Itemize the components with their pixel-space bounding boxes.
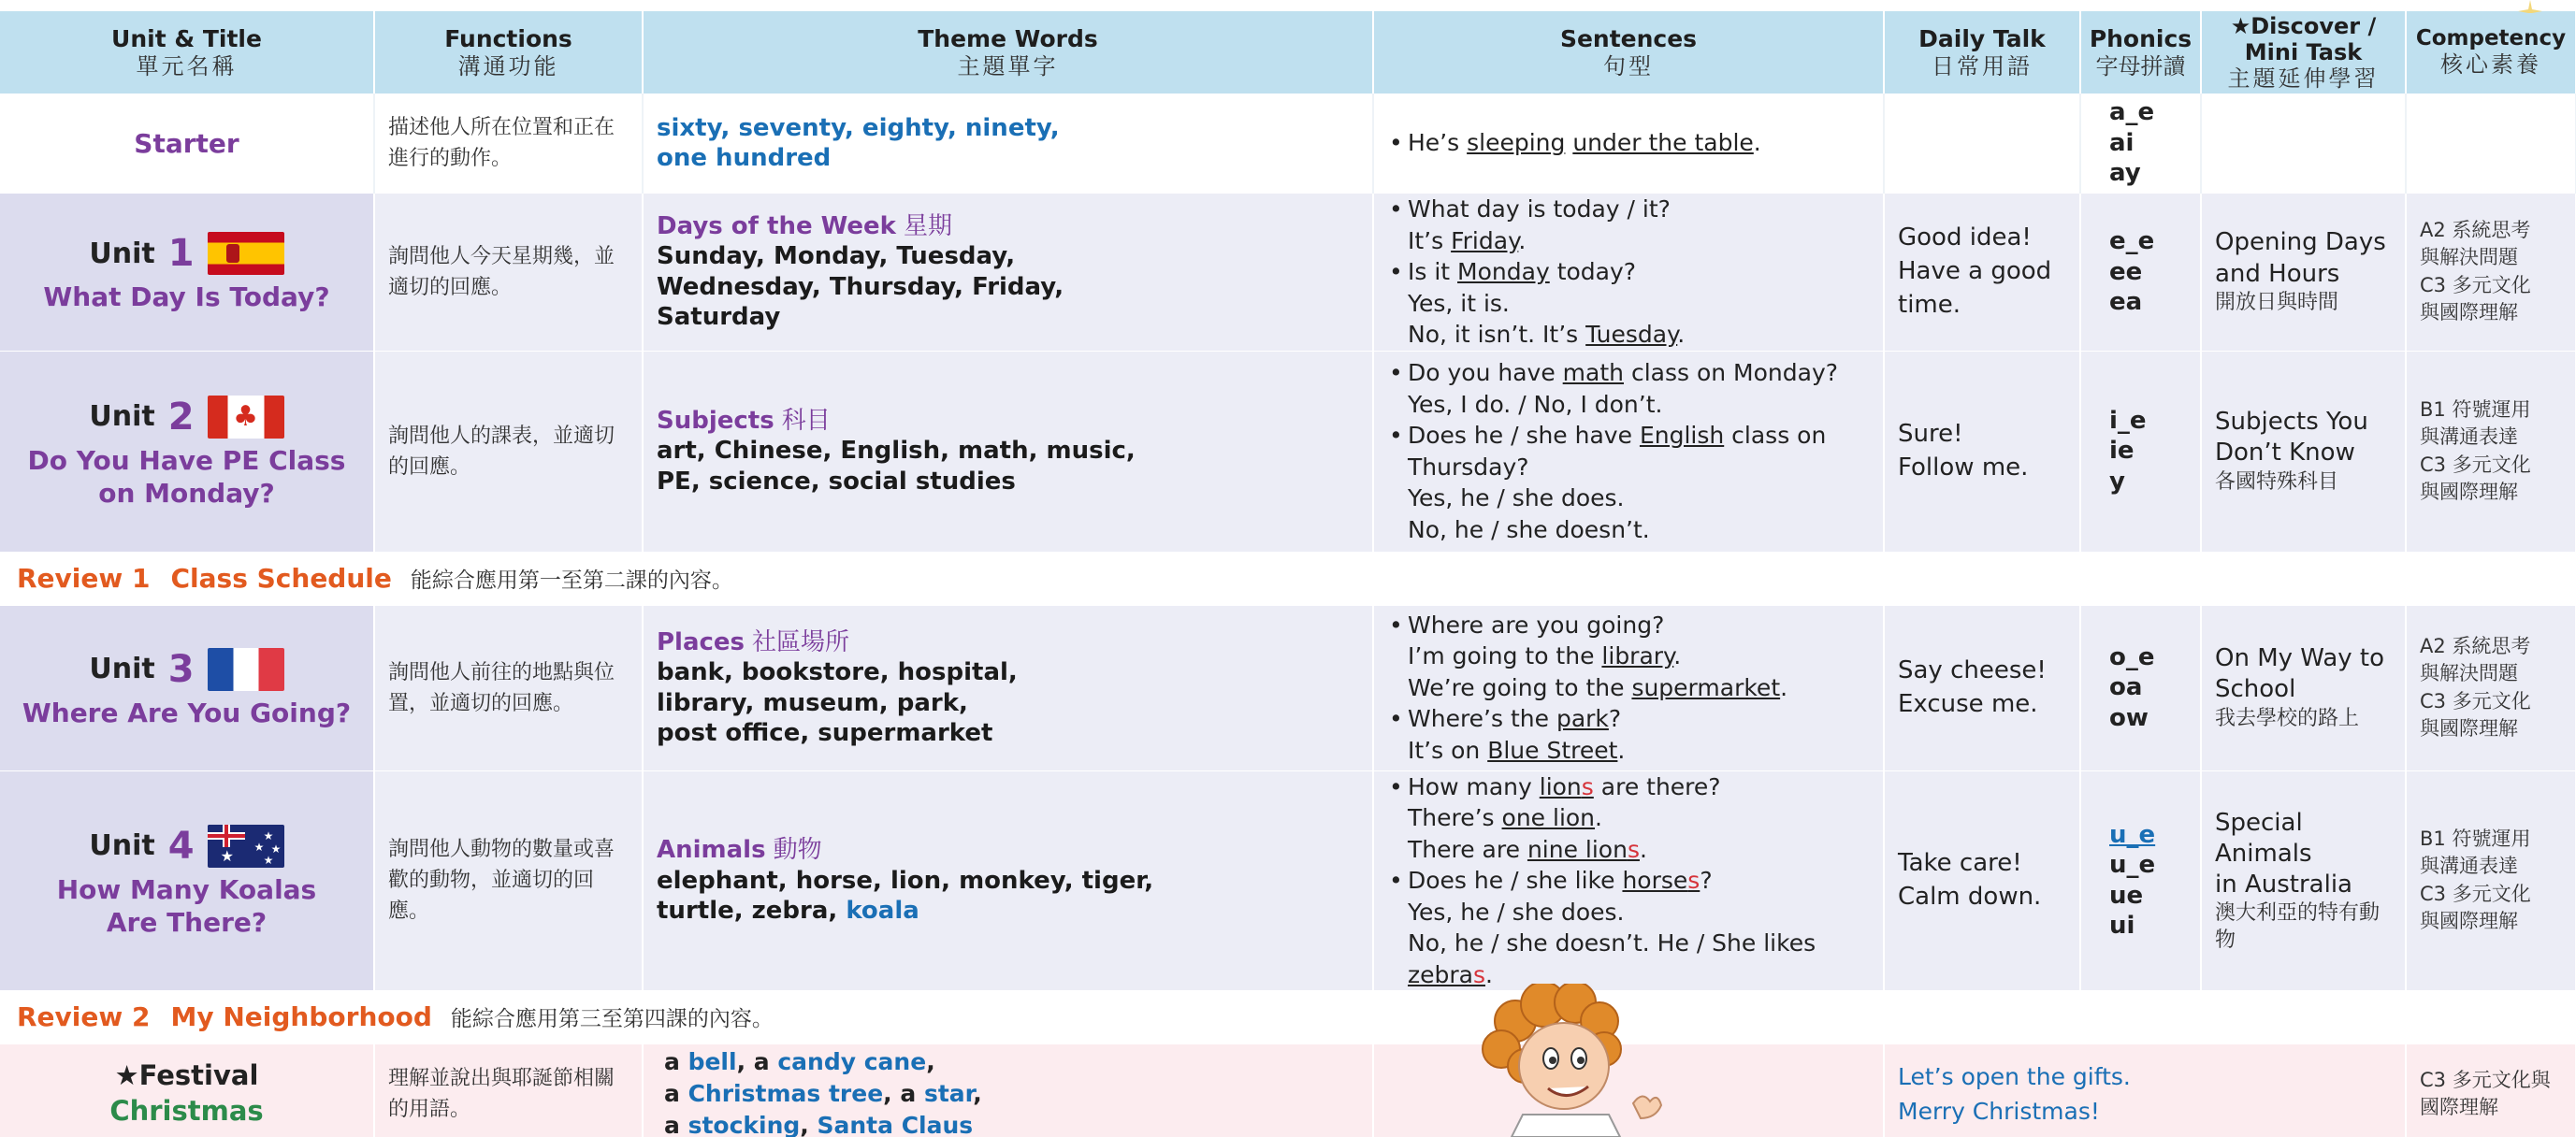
festival-title-cell [0, 1044, 374, 1137]
review-2-cell: Review 2 My Neighborhood 能綜合應用第三至第四課的內容。 [0, 991, 2576, 1044]
unit-3-row [0, 605, 2576, 770]
header-phonics: Phonics 字母拼讀 [2080, 11, 2201, 94]
starter-theme-words: sixty, seventy, eighty, ninety, one hundred [643, 94, 1373, 194]
header-row [0, 11, 2576, 94]
spain-flag-icon [208, 232, 284, 275]
unit-2-title-cell: Unit 2 ♣ Do You Have PE Class on Monday? [0, 351, 374, 552]
starter-sentences: • He’s sleeping under the table. [1373, 94, 1884, 194]
festival-label: ★Festival [114, 1059, 259, 1092]
unit-4-phonics: u_e u_e ue ui [2080, 770, 2201, 991]
starter-discover [2201, 94, 2406, 194]
review-2-row [0, 991, 2576, 1044]
australia-flag-icon: ★ ★ ★ ★ ★ [208, 825, 284, 868]
unit-2-theme-words: Subjects 科目 art, Chinese, English, math, music, PE, science, social studies [643, 351, 1373, 552]
unit-4-discover: Special Animals in Australia 澳大利亞的特有動物 [2201, 770, 2406, 991]
france-flag-icon [208, 648, 284, 691]
header-discover: ★Discover / Mini Task 主題延伸學習 [2201, 11, 2406, 94]
header-competency: Competency 核心素養 [2406, 11, 2576, 94]
starter-competency [2406, 94, 2576, 194]
canada-flag-icon: ♣ [208, 396, 284, 439]
unit-4-daily-talk: Take care! Calm down. [1884, 770, 2080, 991]
unit-4-function: 詢問他人動物的數量或喜歡的動物，並適切的回應。 [374, 770, 643, 991]
unit-2-competency: B1 符號運用 與溝通表達 C3 多元文化 與國際理解 [2406, 351, 2576, 552]
unit-3-discover: On My Way to School 我去學校的路上 [2201, 605, 2406, 770]
starter-row [0, 94, 2576, 194]
review-1-cell: Review 1 Class Schedule 能綜合應用第一至第二課的內容。 [0, 552, 2576, 605]
unit-4-row [0, 770, 2576, 991]
unit-3-title: Where Are You Going? [22, 698, 352, 728]
header-theme-words: Theme Words 主題單字 [643, 11, 1373, 94]
unit-3-sentences: • Where are you going? I’m going to the library. We’re going to the supermarket. • Where’s the park? It’s on Blue Street. [1373, 605, 1884, 770]
unit-2-title: Do You Have PE Class on Monday? [27, 444, 346, 509]
starter-phonics: a_e ai ay [2080, 94, 2201, 194]
starter-title: Starter [134, 127, 239, 159]
unit-2-phonics: i_e ie y [2080, 351, 2201, 552]
unit-1-discover: Opening Days and Hours 開放日與時間 [2201, 194, 2406, 352]
starter-daily-talk [1884, 94, 2080, 194]
unit-3-phonics: o_e oa ow [2080, 605, 2201, 770]
unit-1-sentences: • What day is today / it? It’s Friday. • Is it Monday today? Yes, it is. No, it isn’t. It’s Tuesday. [1373, 194, 1884, 352]
unit-1-title-cell: Unit 1 What Day Is Today? [0, 194, 374, 352]
sparkle-icon [2518, 0, 2542, 13]
unit-4-theme-words: Animals 動物 elephant, horse, lion, monkey, tiger, turtle, zebra, koala [643, 770, 1373, 991]
festival-function: 理解並說出與耶誕節相關的用語。 [374, 1044, 643, 1137]
festival-theme-words: a bell, a candy cane, a Christmas tree, a star, a stocking, Santa Claus [643, 1044, 1373, 1137]
unit-2-sentences: • Do you have math class on Monday? Yes, I do. / No, I don’t. • Does he / she have English class on Thursday? Yes, he / she does. No, he / she doesn’t. [1373, 351, 1884, 552]
cartoon-boy-icon [1459, 984, 1684, 1137]
unit-4-title: How Many Koalas Are There? [56, 873, 317, 938]
unit-1-daily-talk: Good idea! Have a good time. [1884, 194, 2080, 352]
festival-name: Christmas [109, 1095, 264, 1127]
unit-3-daily-talk: Say cheese! Excuse me. [1884, 605, 2080, 770]
unit-1-title: What Day Is Today? [43, 281, 330, 313]
unit-3-competency: A2 系統思考 與解決問題 C3 多元文化 與國際理解 [2406, 605, 2576, 770]
unit-3-theme-words: Places 社區場所 bank, bookstore, hospital, library, museum, park, post office, supermarket [643, 605, 1373, 770]
unit-4-competency: B1 符號運用 與溝通表達 C3 多元文化 與國際理解 [2406, 770, 2576, 991]
unit-4-sentences: • How many lions are there? There’s one lion. There are nine lions. • Does he / she like horses? Yes, he / she does. No, he / she doesn’t. He / She likes zebras. [1373, 770, 1884, 991]
starter-function: 描述他人所在位置和正在進行的動作。 [374, 94, 643, 194]
curriculum-table [0, 11, 2576, 1137]
unit-3-function: 詢問他人前往的地點與位置，並適切的回應。 [374, 605, 643, 770]
unit-3-title-cell: Unit 3 Where Are You Going? [0, 605, 374, 770]
header-unit-title: Unit & Title 單元名稱 [0, 11, 374, 94]
unit-1-theme-words: Days of the Week 星期 Sunday, Monday, Tuesday, Wednesday, Thursday, Friday, Saturday [643, 194, 1373, 352]
header-daily-talk: Daily Talk 日常用語 [1884, 11, 2080, 94]
festival-daily-talk: Let’s open the gifts. Merry Christmas! [1884, 1044, 2406, 1137]
unit-2-daily-talk: Sure! Follow me. [1884, 351, 2080, 552]
festival-row [0, 1044, 2576, 1137]
starter-title-cell [0, 94, 374, 194]
unit-1-row [0, 194, 2576, 352]
header-functions: Functions 溝通功能 [374, 11, 643, 94]
unit-1-function: 詢問他人今天星期幾，並適切的回應。 [374, 194, 643, 352]
unit-1-competency: A2 系統思考 與解決問題 C3 多元文化 與國際理解 [2406, 194, 2576, 352]
review-1-row [0, 552, 2576, 605]
unit-2-function: 詢問他人的課表，並適切的回應。 [374, 351, 643, 552]
unit-2-row [0, 351, 2576, 552]
unit-2-discover: Subjects You Don’t Know 各國特殊科目 [2201, 351, 2406, 552]
header-sentences: Sentences 句型 [1373, 11, 1884, 94]
unit-1-phonics: e_e ee ea [2080, 194, 2201, 352]
unit-4-title-cell: Unit 4 ★ ★ ★ ★ ★ How Many Koalas Are There? [0, 770, 374, 991]
festival-competency: C3 多元文化與 國際理解 [2406, 1044, 2576, 1137]
